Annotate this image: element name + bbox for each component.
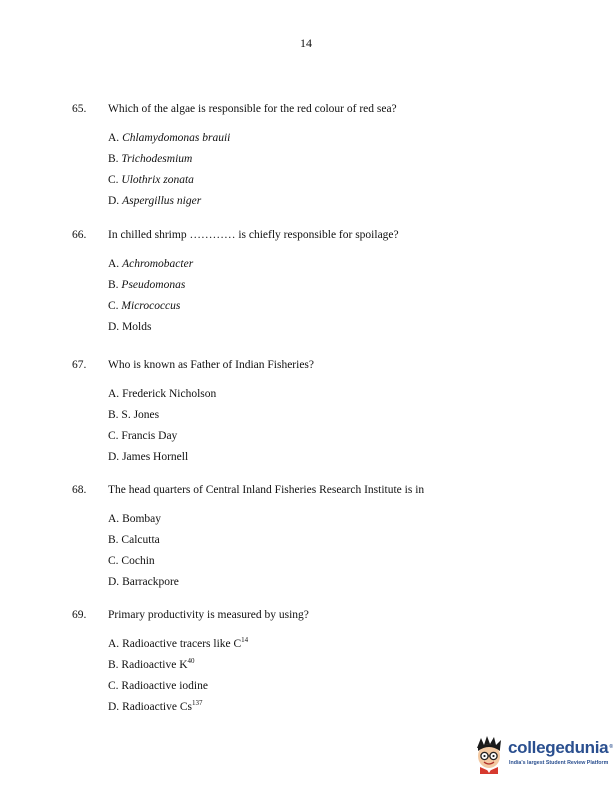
option-letter: A. [108,638,120,650]
option-superscript: 14 [241,636,249,644]
option-letter: A. [108,132,120,144]
answer-option [108,192,552,213]
option-text: Calcutta [121,534,160,546]
option-text: Micrococcus [121,300,181,312]
option-list [108,635,552,719]
question-number: 66. [72,229,87,241]
option-text: Achromobacter [122,258,194,270]
answer-option [108,510,552,531]
option-letter: D. [108,195,120,207]
question-text: In chilled shrimp ………… is chiefly responsible for spoilage? [108,229,399,241]
option-text: Chlamydomonas brauii [122,132,231,144]
option-superscript: 40 [187,657,195,665]
option-letter: C. [108,680,119,692]
question-text: Which of the algae is responsible for the red colour of red sea? [108,103,397,115]
option-letter: A. [108,513,120,525]
option-text: Aspergillus niger [122,195,202,207]
answer-option [108,656,552,677]
option-letter: D. [108,701,120,713]
option-letter: B. [108,659,119,671]
option-list [108,510,552,594]
answer-option [108,129,552,150]
question-number: 65. [72,103,87,115]
question-number: 68. [72,484,87,496]
question-block [72,229,552,339]
option-text: Molds [122,321,152,333]
option-text: Ulothrix zonata [121,174,194,186]
option-text: Cochin [121,555,155,567]
option-letter: A. [108,388,120,400]
answer-option [108,255,552,276]
answer-option [108,318,552,339]
option-text: Radioactive K [121,659,188,671]
question-block [72,609,552,719]
option-text: James Hornell [122,451,189,463]
option-letter: B. [108,534,119,546]
question-number: 67. [72,359,87,371]
answer-option [108,385,552,406]
option-text: Radioactive Cs [122,701,193,713]
option-letter: B. [108,409,119,421]
option-text: Barrackpore [122,576,179,588]
answer-option [108,150,552,171]
answer-option [108,552,552,573]
option-letter: D. [108,451,120,463]
answer-option [108,573,552,594]
option-text: Trichodesmium [121,153,193,165]
question-block [72,103,552,213]
option-letter: D. [108,321,120,333]
question-text: Who is known as Father of Indian Fisheries? [108,359,315,371]
page-number: 14 [300,36,312,50]
option-text: S. Jones [121,409,160,421]
option-text: Frederick Nicholson [122,388,217,400]
option-letter: A. [108,258,120,270]
option-list [108,129,552,213]
mascot-icon [472,734,506,774]
answer-option [108,448,552,469]
question-text: Primary productivity is measured by using? [108,609,309,621]
option-letter: D. [108,576,120,588]
answer-option [108,427,552,448]
option-text: Radioactive tracers like C [122,638,242,650]
question-number: 69. [72,609,87,621]
logo-tm: ® [609,744,613,750]
logo-wordmark: collegedunia [508,738,609,757]
collegedunia-logo [472,734,613,776]
logo-tagline: India's largest Student Review Platform [509,760,609,766]
answer-option [108,276,552,297]
answer-option [108,406,552,427]
answer-option [108,171,552,192]
option-text: Radioactive iodine [121,680,208,692]
question-block [72,359,552,469]
option-letter: B. [108,279,119,291]
question-text: The head quarters of Central Inland Fisheries Research Institute is in [108,484,425,496]
option-list [108,255,552,339]
option-text: Bombay [122,513,162,525]
option-letter: C. [108,174,119,186]
answer-option [108,297,552,318]
answer-option [108,531,552,552]
option-text: Pseudomonas [121,279,186,291]
option-letter: C. [108,300,119,312]
answer-option [108,635,552,656]
answer-option [108,698,552,719]
option-letter: B. [108,153,119,165]
option-text: Francis Day [121,430,178,442]
option-list [108,385,552,469]
option-superscript: 137 [192,699,203,707]
answer-option [108,677,552,698]
question-block [72,484,552,594]
option-letter: C. [108,555,119,567]
option-letter: C. [108,430,119,442]
